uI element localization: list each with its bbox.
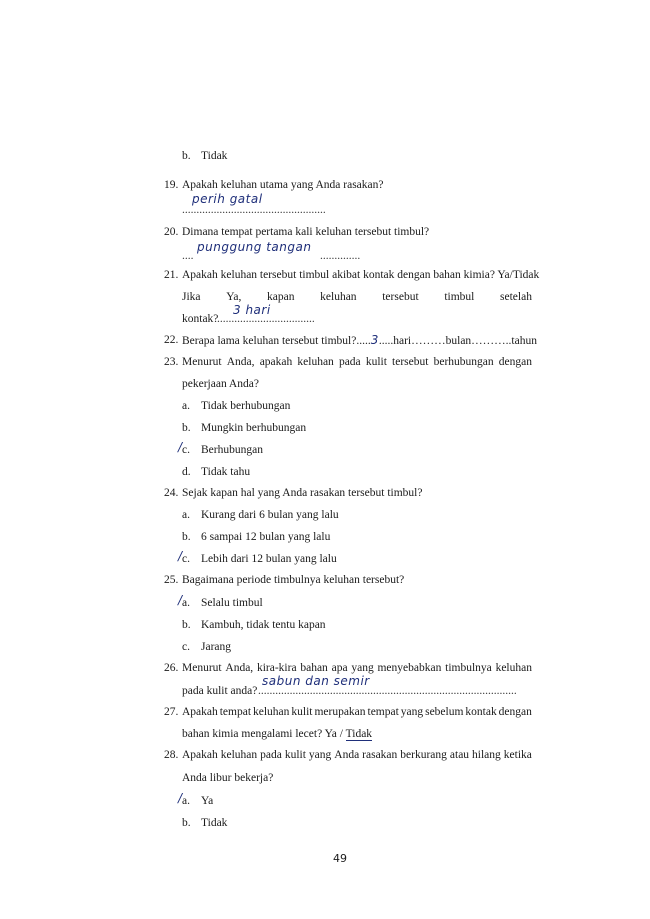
- option-letter: c.: [182, 641, 190, 653]
- option-text: Tidak: [201, 150, 228, 162]
- word: kapan: [267, 291, 295, 303]
- option-text: Kambuh, tidak tentu kapan: [201, 619, 326, 631]
- option-text: Selalu timbul: [201, 597, 263, 609]
- justified-line: [182, 661, 532, 675]
- word: atau: [449, 749, 470, 761]
- option-text: Mungkin berhubungan: [201, 422, 307, 434]
- word: kulit: [291, 706, 313, 718]
- word: keluhan: [297, 356, 334, 368]
- question-text: Bagaimana periode timbulnya keluhan tersebut?: [182, 574, 405, 586]
- handwritten-check-mark: /: [178, 791, 183, 805]
- question-text: [182, 727, 372, 741]
- word: timbul: [444, 291, 475, 303]
- question-text: Apakah keluhan utama yang Anda rasakan?: [182, 179, 384, 191]
- word: tersebut: [392, 356, 429, 368]
- answer-dots: ..................................................: [182, 204, 326, 216]
- question-number: 26.: [164, 662, 179, 674]
- page-number: 49: [333, 852, 347, 865]
- option-letter: d.: [182, 466, 191, 478]
- option-letter: c.: [182, 553, 190, 565]
- question-number: 27.: [164, 706, 179, 718]
- handwritten-check-mark: /: [178, 440, 183, 454]
- question-text: pada kulit anda?: [182, 685, 258, 697]
- handwritten-answer: 3: [370, 333, 379, 347]
- handwritten-answer: 3 hari: [233, 303, 271, 317]
- option-letter: b.: [182, 531, 191, 543]
- handwritten-answer: sabun dan semir: [262, 674, 370, 688]
- option-text: Ya: [201, 795, 214, 807]
- question-text: Dimana tempat pertama kali keluhan tersebut timbul?: [182, 226, 430, 238]
- question-number: 20.: [164, 226, 179, 238]
- option-text: Tidak: [201, 817, 228, 829]
- question-number: 21.: [164, 269, 179, 281]
- word: apakah: [259, 356, 293, 368]
- option-letter: b.: [182, 422, 191, 434]
- handwritten-check-mark: /: [178, 593, 183, 607]
- option-letter: a.: [182, 400, 190, 412]
- question-text: Anda libur bekerja?: [182, 772, 274, 784]
- question-text: [182, 333, 537, 348]
- handwritten-answer: punggung tangan: [197, 240, 312, 254]
- option-text: 6 sampai 12 bulan yang lalu: [201, 531, 331, 543]
- option-letter: b.: [182, 150, 191, 162]
- word: berkurang: [400, 749, 447, 761]
- handwritten-answer: perih gatal: [192, 192, 263, 206]
- option-text: Tidak berhubungan: [201, 400, 291, 412]
- answer-dots: ..........................................................................................: [258, 685, 517, 697]
- answer-dots: ..............: [320, 250, 361, 262]
- option-text: Jarang: [201, 641, 232, 653]
- word: tersebut: [382, 291, 419, 303]
- word: tempat: [219, 706, 252, 718]
- word: dengan: [498, 356, 532, 368]
- question-label: Berapa lama keluhan tersebut timbul?.....: [182, 335, 371, 347]
- question-text: kontak?: [182, 313, 219, 325]
- question-units: .....hari………bulan………..tahun: [378, 335, 537, 347]
- option-text: Tidak tahu: [201, 466, 251, 478]
- word: Menurut: [182, 356, 222, 368]
- word: dengan: [498, 706, 532, 718]
- word: keluhan: [220, 749, 258, 761]
- answer-dots: ..................................: [217, 313, 315, 325]
- answer-dots: ....: [182, 250, 194, 262]
- option-letter: a.: [182, 597, 190, 609]
- word: Anda: [334, 749, 360, 761]
- option-letter: a.: [182, 795, 190, 807]
- option-letter: a.: [182, 509, 190, 521]
- word: kontak: [465, 706, 497, 718]
- question-number: 22.: [164, 334, 179, 346]
- question-text: Sejak kapan hal yang Anda rasakan tersebut timbul?: [182, 487, 423, 499]
- word: Apakah: [182, 749, 218, 761]
- word: yang: [351, 662, 374, 674]
- word: keluhan: [320, 291, 357, 303]
- question-text: Apakah keluhan tersebut timbul akibat kontak dengan bahan kimia? Ya/Tidak: [182, 269, 540, 281]
- word: tempat: [367, 706, 399, 718]
- word: keluhan: [253, 706, 290, 718]
- word: bahan: [300, 662, 328, 674]
- option-letter: c.: [182, 444, 190, 456]
- word: setelah: [500, 291, 532, 303]
- question-text: pekerjaan Anda?: [182, 378, 259, 390]
- question-number: 23.: [164, 356, 179, 368]
- word: kulit: [284, 749, 306, 761]
- word: Apakah: [182, 706, 218, 718]
- word: yang: [308, 749, 332, 761]
- question-number: 28.: [164, 749, 179, 761]
- word: keluhan: [495, 662, 532, 674]
- justified-line: [182, 748, 532, 762]
- justified-line: [182, 290, 532, 304]
- option-text: Kurang dari 6 bulan yang lalu: [201, 509, 339, 521]
- question-number: 24.: [164, 487, 179, 499]
- word: sebelum: [425, 706, 464, 718]
- justified-line: [182, 355, 532, 369]
- word: Menurut: [182, 662, 222, 674]
- justified-line: [182, 705, 532, 719]
- question-number: 19.: [164, 179, 179, 191]
- word: hilang: [472, 749, 501, 761]
- option-letter: b.: [182, 619, 191, 631]
- word: timbulnya: [445, 662, 492, 674]
- word: kulit: [365, 356, 387, 368]
- word: rasakan: [362, 749, 398, 761]
- word: Jika: [182, 291, 201, 303]
- word: Anda,: [226, 356, 255, 368]
- handwritten-check-mark: /: [178, 549, 183, 563]
- word: menyebabkan: [377, 662, 442, 674]
- question-label: bahan kimia mengalami lecet? Ya /: [182, 728, 346, 740]
- option-text: Berhubungan: [201, 444, 263, 456]
- option-text: Lebih dari 12 bulan yang lalu: [201, 553, 337, 565]
- word: Anda,: [225, 662, 254, 674]
- question-number: 25.: [164, 574, 179, 586]
- word: Ya,: [226, 291, 242, 303]
- option-letter: b.: [182, 817, 191, 829]
- word: apa: [331, 662, 348, 674]
- word: merupakan: [314, 706, 366, 718]
- word: yang: [400, 706, 424, 718]
- word: ketika: [503, 749, 532, 761]
- word: berhubungan: [433, 356, 494, 368]
- word: pada: [338, 356, 361, 368]
- word: kira-kira: [256, 662, 297, 674]
- word: pada: [260, 749, 282, 761]
- handwritten-circled-answer: Tidak: [345, 728, 373, 740]
